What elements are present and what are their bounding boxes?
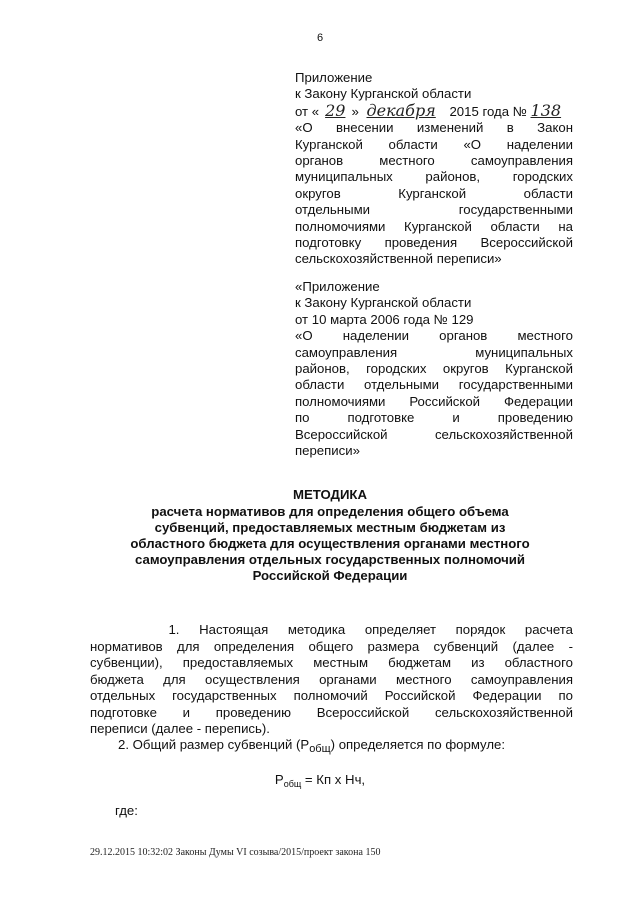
appendix-line: «О наделении органов местного	[295, 328, 573, 344]
title-heading: МЕТОДИКА	[292, 487, 368, 502]
appendix-line: муниципальных районов, городских	[295, 169, 573, 185]
paragraph-2-after: ) определяется по формуле:	[330, 737, 506, 752]
paragraph-line: бюджета для осуществления органами местного самоуправления	[90, 671, 573, 687]
appendix-line: отдельными государственными	[295, 202, 573, 218]
appendix-line: Курганской области «О наделении	[295, 136, 573, 152]
appendix-line: от 10 марта 2006 года № 129	[295, 311, 474, 327]
paragraph-line: субвенции), предоставляемых местным бюджетам из областного	[90, 655, 573, 670]
footer-stamp: 29.12.2015 10:32:02 Законы Думы VI созыва/2015/проект закона 150	[90, 847, 381, 858]
appendix-title: Приложение	[295, 70, 373, 85]
paragraph-1	[90, 622, 573, 738]
handwritten-day: 29	[325, 100, 346, 120]
paragraph-line: переписи (далее - перепись).	[90, 721, 270, 736]
appendix-line: «Приложение	[295, 279, 380, 294]
formula-sub: общ	[283, 779, 302, 789]
appendix-line: Всероссийской сельскохозяйственной	[295, 426, 573, 442]
appendix-line: по подготовке и проведению	[295, 410, 573, 426]
appendix-line: районов, городских округов Курганской	[295, 361, 573, 377]
title-line: самоуправления отдельных государственных полномочий	[135, 552, 525, 567]
handwritten-number: 138	[530, 100, 562, 120]
appendix-line: области отдельными государственными	[295, 377, 573, 393]
title-line: Российской Федерации	[252, 568, 408, 583]
appendix-line: к Закону Курганской области	[295, 295, 472, 311]
appendix-date-line	[295, 100, 573, 120]
formula	[0, 772, 640, 787]
where-label: где:	[115, 803, 138, 818]
appendix-line: переписи»	[295, 443, 360, 459]
title-line: областного бюджета для осуществления органами местного	[130, 536, 530, 551]
page-number: 6	[316, 32, 324, 44]
title-line: расчета нормативов для определения общего объема	[151, 504, 509, 519]
paragraph-2-sub: общ	[309, 743, 331, 755]
paragraph-2-before: 2. Общий размер субвенций (Р	[118, 737, 310, 752]
previous-appendix-header	[295, 279, 573, 459]
date-mid: »	[351, 103, 359, 119]
appendix-line: «О внесении изменений в Закон	[295, 120, 573, 136]
appendix-law-ref: к Закону Курганской области	[295, 86, 472, 102]
appendix-line: округов Курганской области	[295, 185, 573, 201]
appendix-line: самоуправления муниципальных	[295, 344, 573, 360]
year-text: 2015 года №	[449, 103, 527, 119]
date-prefix: от «	[295, 103, 320, 119]
appendix-line: органов местного самоуправления	[295, 153, 573, 169]
appendix-line: подготовку проведения Всероссийской	[295, 235, 573, 251]
appendix-line: полномочиями Курганской области на	[295, 218, 573, 234]
appendix-line: сельскохозяйственной переписи»	[295, 251, 502, 267]
paragraph-line: отдельных государственных полномочий Российской Федерации по	[90, 688, 573, 703]
paragraph-line: подготовке и проведению Всероссийской сельскохозяйственной	[90, 704, 573, 720]
appendix-line: полномочиями Российской Федерации	[295, 393, 573, 409]
paragraph-line: 1. Настоящая методика определяет порядок расчета	[90, 622, 573, 637]
paragraph-line	[90, 737, 573, 754]
formula-rest: = Кп х Нч,	[301, 772, 366, 787]
paragraph-2	[90, 737, 573, 754]
title-line: субвенций, предоставляемых местным бюджетам из	[154, 520, 506, 535]
document-title	[90, 487, 570, 584]
appendix-header	[295, 70, 573, 268]
paragraph-line: нормативов для определения общего размера субвенций (далее -	[90, 638, 573, 654]
formula-p: Р	[274, 772, 284, 787]
handwritten-month: декабря	[366, 100, 436, 120]
